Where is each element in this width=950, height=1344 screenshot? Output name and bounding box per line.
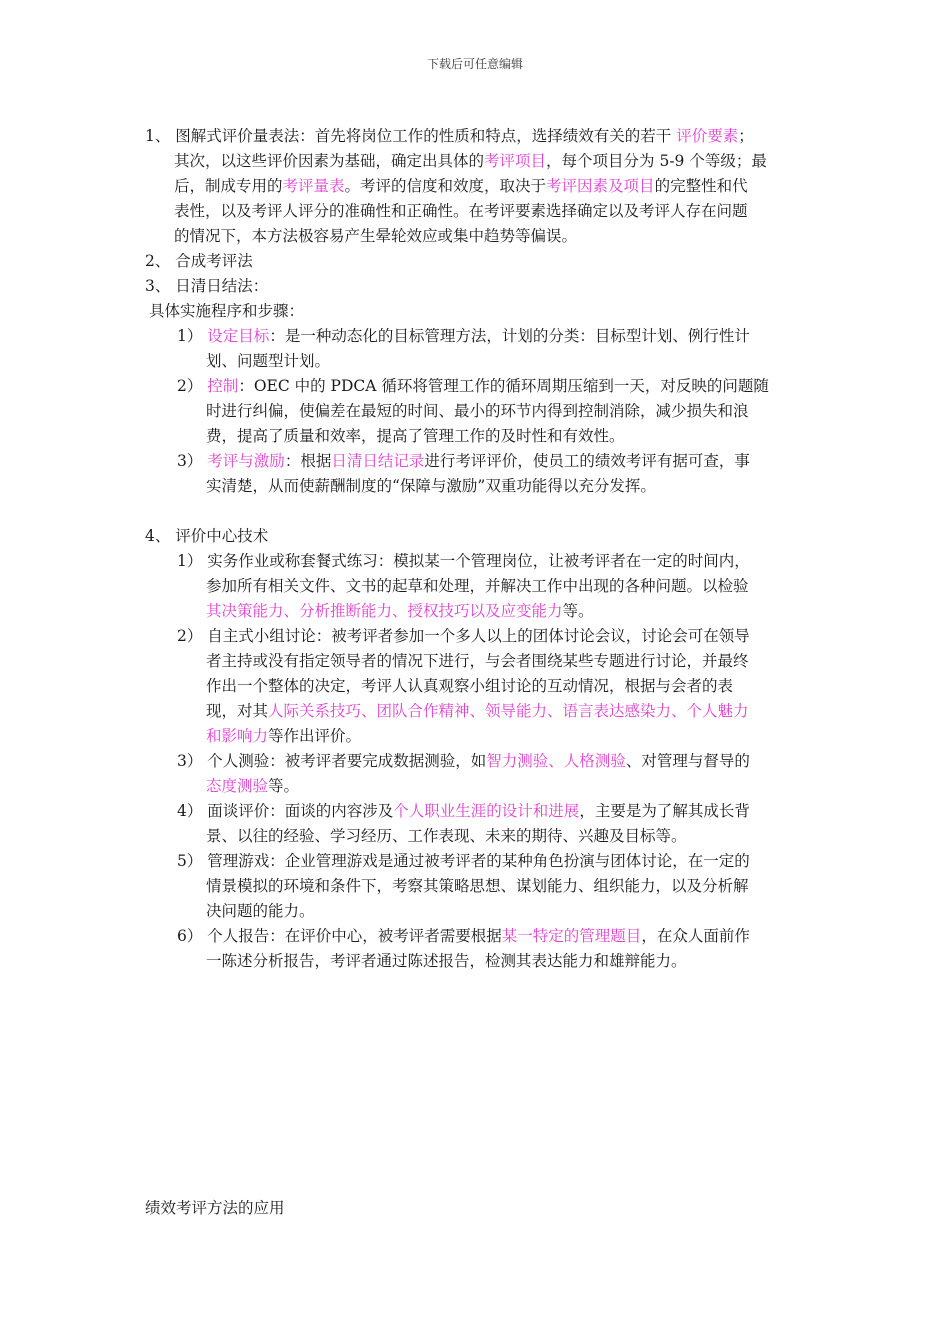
text-line: [177, 749, 750, 774]
highlighted-term: 和影响力: [206, 727, 269, 745]
text-run: 6） 个人报告：在评价中心，被考评者需要根据: [177, 927, 502, 945]
section-title: 绩效考评方法的应用: [145, 1199, 285, 1217]
text-run: 3）: [177, 452, 208, 470]
text-line: [206, 674, 733, 699]
highlighted-term: 某一特定的管理题目: [501, 927, 642, 945]
text-line: [174, 149, 767, 174]
text-run: 的完整性和代: [654, 177, 748, 195]
highlighted-term: 考评因素及项目: [546, 177, 655, 195]
text-line: [206, 574, 749, 599]
text-run: ，主要是为了解其成长背: [579, 802, 750, 820]
text-line: [177, 924, 750, 949]
text-line: [206, 424, 625, 449]
text-line: [145, 124, 754, 149]
text-line: [206, 649, 749, 674]
text-line: [177, 849, 750, 874]
text-line: [177, 549, 750, 574]
text-run: 4） 面谈评价：面谈的内容涉及: [177, 802, 394, 820]
text-line: [174, 174, 748, 199]
text-line: [145, 274, 268, 299]
text-line: [206, 349, 330, 374]
text-run: 2）: [177, 377, 208, 395]
text-run: 决问题的能力。: [206, 902, 315, 920]
text-run: 等作出评价。: [268, 727, 362, 745]
text-line: [177, 324, 750, 349]
text-line: [206, 949, 687, 974]
text-run: 现，对其: [206, 702, 269, 720]
highlighted-term: 智力测验、人格测验: [486, 752, 626, 770]
highlighted-term: 考评与激励: [207, 452, 285, 470]
text-run: 1）: [177, 327, 208, 345]
highlighted-term: 评价要素: [676, 127, 739, 145]
text-line: [206, 899, 315, 924]
text-line: [206, 599, 594, 624]
text-line: [206, 774, 299, 799]
text-line: [206, 874, 749, 899]
highlighted-term: 日清日结记录: [331, 452, 425, 470]
highlighted-term: 其决策能力、分析推断能力、授权技巧以及应变能力: [206, 602, 563, 620]
text-line: [145, 249, 253, 274]
text-line: [177, 799, 750, 824]
text-line: [206, 399, 749, 424]
text-run: 表性，以及考评人评分的准确性和正确性。在考评要素选择确定以及考评人存在问题: [174, 202, 748, 220]
text-line: [149, 299, 304, 324]
text-run: 2） 自主式小组讨论：被考评者参加一个多人以上的团体讨论会议，讨论会可在领导: [177, 627, 750, 645]
text-run: 者主持或没有指定领导者的情况下进行，与会者围绕某些专题进行讨论，并最终: [206, 652, 749, 670]
text-run: 景、以往的经验、学习经历、工作表现、未来的期待、兴趣及目标等。: [206, 827, 687, 845]
text-run: 。考评的信度和效度，取决于: [344, 177, 547, 195]
highlighted-term: 人际关系技巧、团队合作精神、领导能力、语言表达感染力、个人魅力: [268, 702, 749, 720]
text-run: ，每个项目分为 5-9 个等级；最: [546, 152, 767, 170]
text-line: [177, 374, 769, 399]
highlighted-term: 态度测验: [206, 777, 269, 795]
text-run: ，在众人面前作: [641, 927, 750, 945]
text-run: 的情况下，本方法极容易产生晕轮效应或集中趋势等偏误。: [174, 227, 578, 245]
text-line: [174, 224, 577, 249]
text-run: 费，提高了质量和效率，提高了管理工作的及时性和有效性。: [206, 427, 625, 445]
highlighted-term: 考评量表: [282, 177, 345, 195]
text-run: 等。: [268, 777, 300, 795]
text-run: 2、 合成考评法: [145, 252, 253, 270]
text-line: [174, 199, 748, 224]
text-line: [206, 824, 687, 849]
text-run: 其次，以这些评价因素为基础，确定出具体的: [174, 152, 485, 170]
highlighted-term: 设定目标: [207, 327, 270, 345]
text-run: 一陈述分析报告，考评者通过陈述报告，检测其表达能力和雄辩能力。: [206, 952, 687, 970]
text-run: 进行考评评价，使员工的绩效考评有据可查，事: [424, 452, 750, 470]
text-line: [177, 449, 750, 474]
text-run: 、对管理与督导的: [625, 752, 750, 770]
text-run: 等。: [562, 602, 594, 620]
text-line: [206, 474, 656, 499]
text-run: 4、 评价中心技术: [145, 527, 269, 545]
text-run: ：OEC 中的 PDCA 循环将管理工作的循环周期压缩到一天，对反映的问题随: [238, 377, 769, 395]
text-run: 实清楚，从而使薪酬制度的“保障与激励”双重功能得以充分发挥。: [206, 477, 656, 495]
text-line: [206, 699, 749, 724]
text-run: 3、 日清日结法：: [145, 277, 269, 295]
highlighted-term: 控制: [207, 377, 239, 395]
text-line: [145, 524, 268, 549]
text-run: ：是一种动态化的目标管理方法，计划的分类：目标型计划、例行性计: [269, 327, 750, 345]
text-run: 5） 管理游戏：企业管理游戏是通过被考评者的某种角色扮演与团体讨论，在一定的: [177, 852, 750, 870]
text-run: 3） 个人测验：被考评者要完成数据测验，如: [177, 752, 487, 770]
text-line: [206, 724, 361, 749]
text-line: [177, 624, 750, 649]
text-run: 后，制成专用的: [174, 177, 283, 195]
text-run: 1、 图解式评价量表法：首先将岗位工作的性质和特点，选择绩效有关的若干: [145, 127, 677, 145]
text-run: 时进行纠偏，使偏差在最短的时间、最小的环节内得到控制消除，减少损失和浪: [206, 402, 749, 420]
text-run: 具体实施程序和步骤：: [149, 302, 305, 320]
text-run: 1） 实务作业或称套餐式练习：模拟某一个管理岗位，让被考评者在一定的时间内，: [177, 552, 750, 570]
page-header: 下载后可任意编辑: [426, 57, 523, 71]
highlighted-term: 考评项目: [484, 152, 547, 170]
text-run: ；: [738, 127, 754, 145]
text-run: 情景模拟的环境和条件下，考察其策略思想、谋划能力、组织能力，以及分析解: [206, 877, 749, 895]
highlighted-term: 个人职业生涯的设计和进展: [393, 802, 580, 820]
text-run: 参加所有相关文件、文书的起草和处理，并解决工作中出现的各种问题。以检验: [206, 577, 749, 595]
text-run: 作出一个整体的决定，考评人认真观察小组讨论的互动情况，根据与会者的表: [206, 677, 734, 695]
text-run: ：根据: [284, 452, 332, 470]
text-run: 划、问题型计划。: [206, 352, 331, 370]
